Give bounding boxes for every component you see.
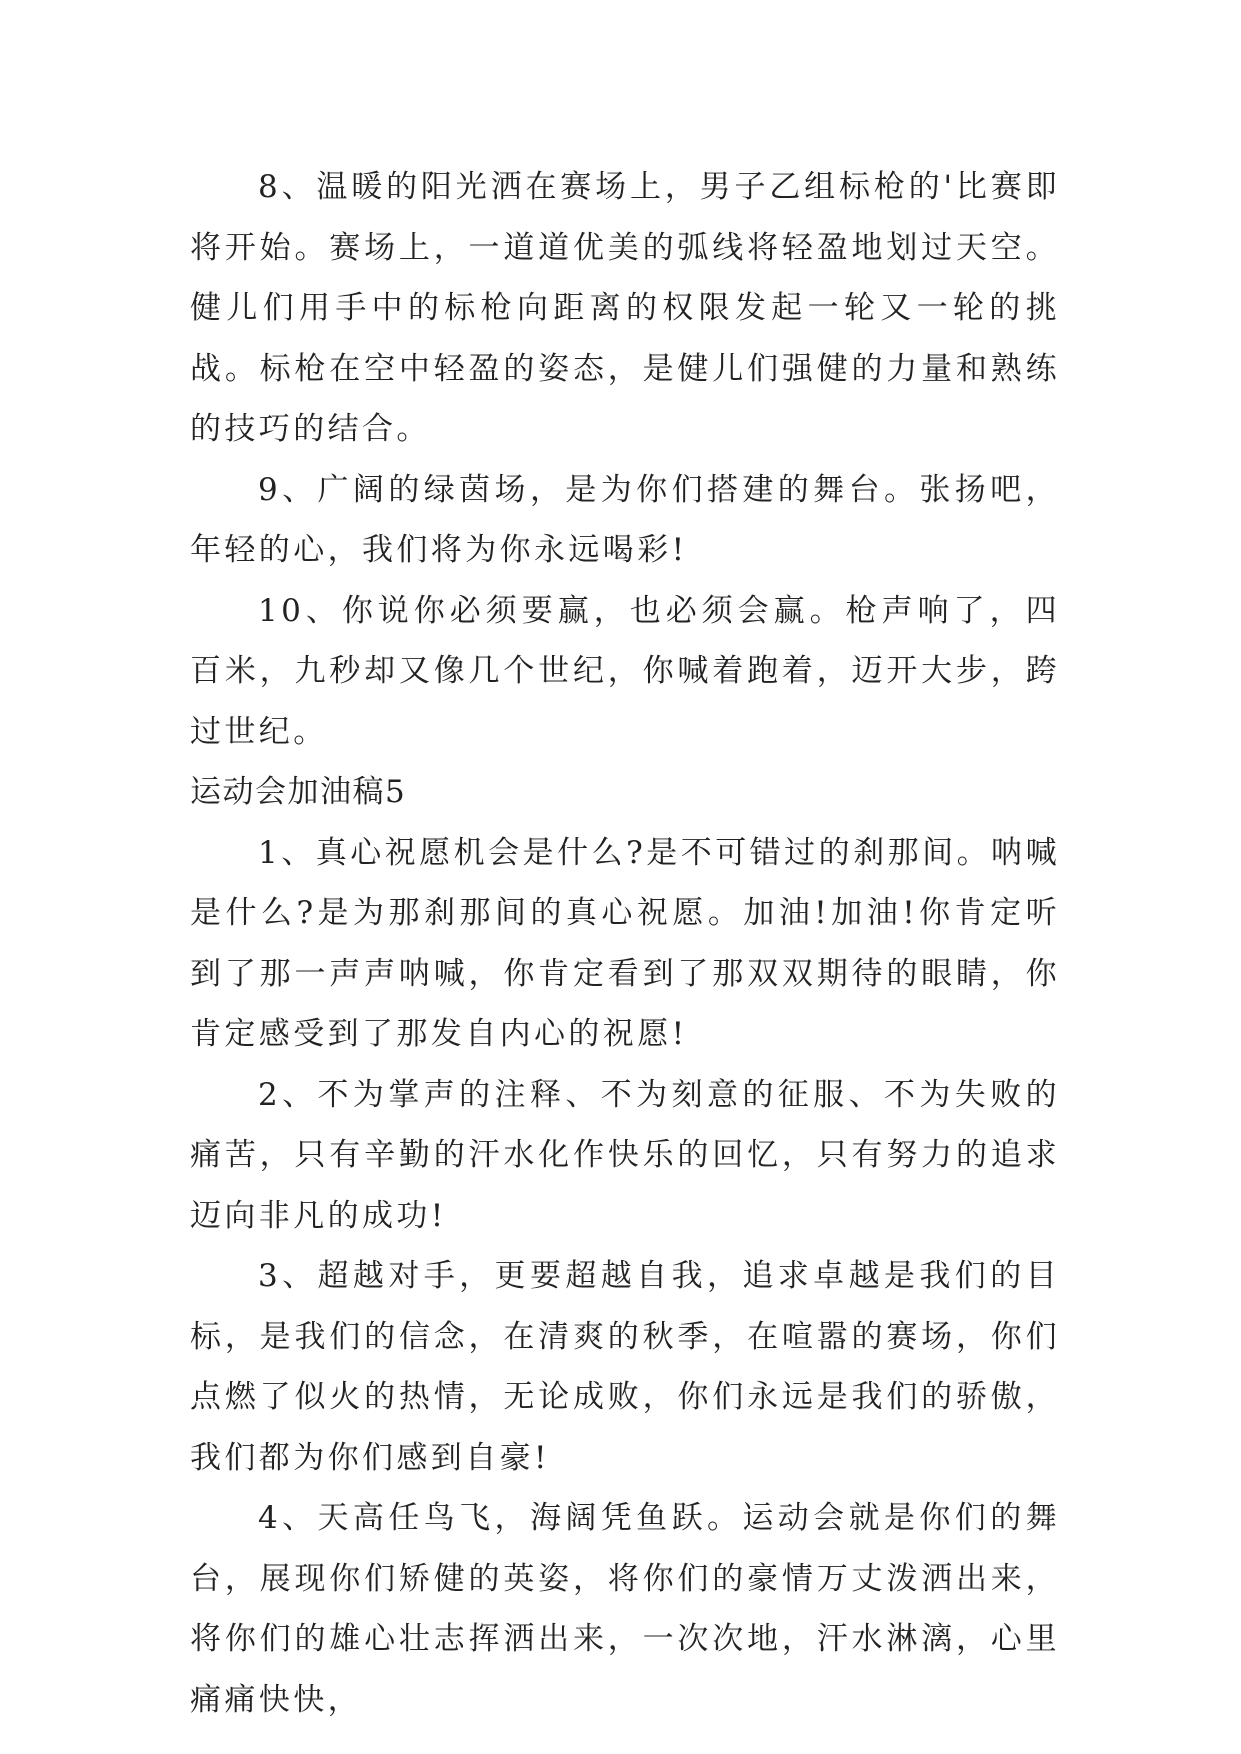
paragraph-10: 10、你说你必须要赢，也必须会赢。枪声响了，四百米，九秒却又像几个世纪，你喊着跑着，迈开大步，跨过世纪。 bbox=[190, 592, 1060, 750]
paragraph-9: 9、广阔的绿茵场，是为你们搭建的舞台。张扬吧，年轻的心，我们将为你永远喝彩! bbox=[190, 471, 1060, 568]
paragraph-8: 8、温暖的阳光洒在赛场上，男子乙组标枪的'比赛即将开始。赛场上，一道道优美的弧线将轻盈地划过天空。健儿们用手中的标枪向距离的权限发起一轮又一轮的挑战。标枪在空中轻盈的姿态，是健儿们强健的力量和熟练的技巧的结合。 bbox=[190, 169, 1060, 447]
paragraph-1: 1、真心祝愿机会是什么?是不可错过的刹那间。呐喊是什么?是为那刹那间的真心祝愿。加油!加油!你肯定听到了那一声声呐喊，你肯定看到了那双双期待的眼睛，你肯定感受到了那发自内心的祝愿! bbox=[190, 834, 1060, 1052]
section-heading: 运动会加油稿5 bbox=[190, 774, 407, 810]
paragraph-4: 4、天高任鸟飞，海阔凭鱼跃。运动会就是你们的舞台，展现你们矫健的英姿，将你们的豪情万丈泼洒出来，将你们的雄心壮志挥洒出来，一次次地，汗水淋漓，心里痛痛快快， bbox=[190, 1500, 1060, 1718]
paragraph-3: 3、超越对手，更要超越自我，追求卓越是我们的目标，是我们的信念，在清爽的秋季，在喧嚣的赛场，你们点燃了似火的热情，无论成败，你们永远是我们的骄傲，我们都为你们感到自豪! bbox=[190, 1258, 1060, 1476]
document-body bbox=[190, 157, 1060, 1730]
paragraph-2: 2、不为掌声的注释、不为刻意的征服、不为失败的痛苦，只有辛勤的汗水化作快乐的回忆，只有努力的追求迈向非凡的成功! bbox=[190, 1076, 1060, 1234]
